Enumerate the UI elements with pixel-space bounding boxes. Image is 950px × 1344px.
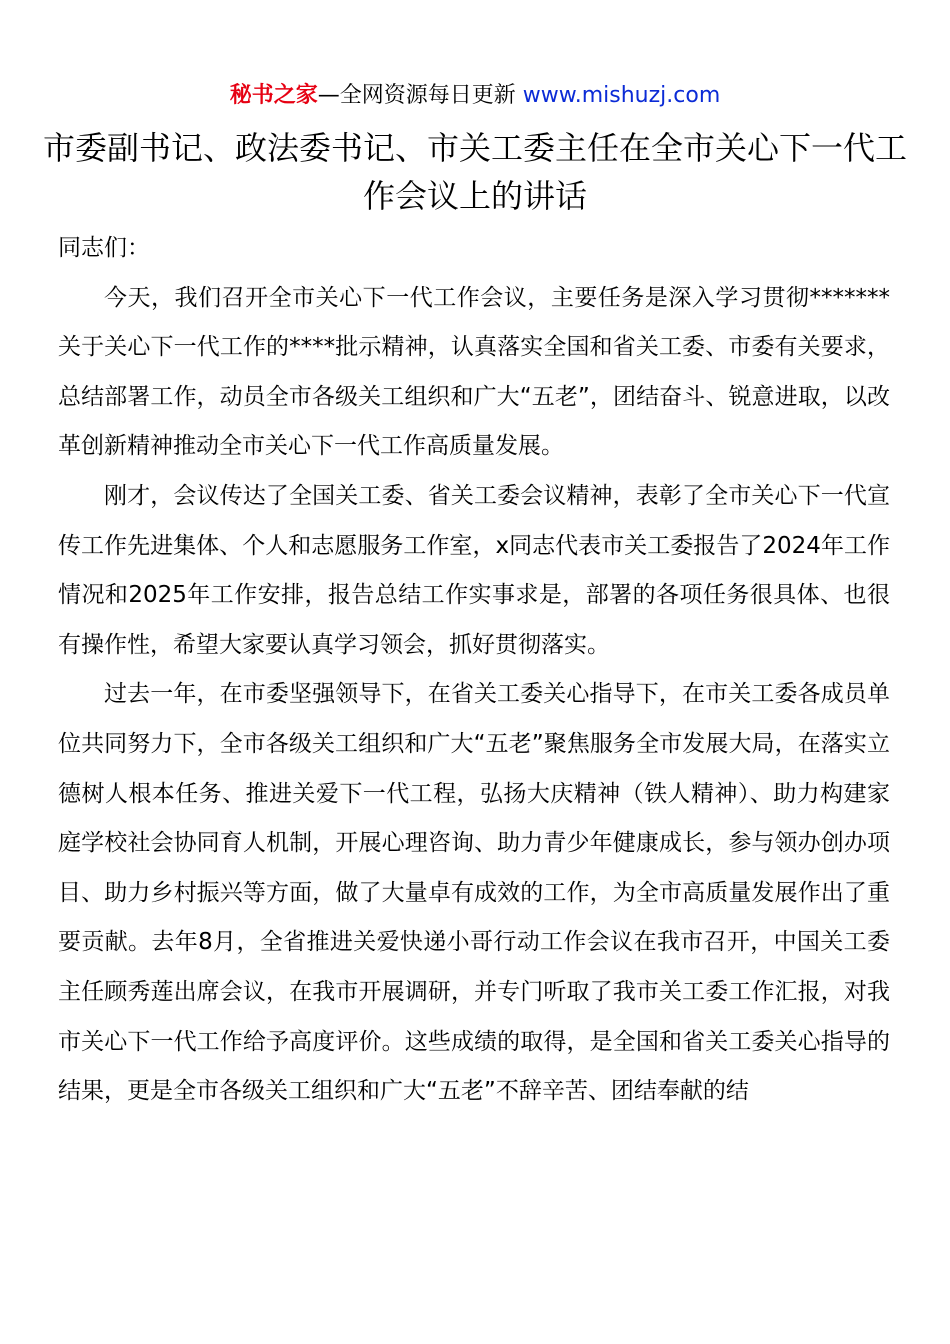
site-tagline: —全网资源每日更新 bbox=[317, 83, 516, 108]
paragraph-3: 过去一年，在市委坚强领导下，在省关工委关心指导下，在市关工委各成员单位共同努力下，全市各级关工组织和广大“五老”聚焦服务全市发展大局，在落实立德树人根本任务、推进关爱下一代工程，弘扬大庆精神（铁人精神）、助力构建家庭学校社会协同育人机制，开展心理咨询、助力青少年健康成长，参与领办创办项目、助力乡村振兴等方面，做了大量卓有成效的工作，为全市高质量发展作出了重要贡献。去年8月，全省推进关爱快递小哥行动工作会议在我市召开，中国关工委主任顾秀莲出席会议，在我市开展调研，并专门听取了我市关工委工作汇报，对我市关心下一代工作给予高度评价。这些成绩的取得，是全国和省关工委关心指导的结果，更是全市各级关工组织和广大“五老”不辞辛苦、团结奉献的结 bbox=[58, 681, 890, 1105]
site-header bbox=[0, 80, 950, 112]
site-brand: 秘书之家 bbox=[229, 83, 318, 108]
salutation: 同志们： bbox=[58, 235, 150, 261]
paragraph-1: 今天，我们召开全市关心下一代工作会议，主要任务是深入学习贯彻*******关于关心下一代工作的****批示精神，认真落实全国和省关工委、市委有关要求，总结部署工作，动员全市各级关工组织和广大“五老”，团结奋斗、锐意进取，以改革创新精神推动全市关心下一代工作高质量发展。 bbox=[58, 284, 890, 460]
document-body bbox=[58, 224, 890, 1117]
paragraph-2: 刚才，会议传达了全国关工委、省关工委会议精神，表彰了全市关心下一代宣传工作先进集体、个人和志愿服务工作室，x同志代表市关工委报告了2024年工作情况和2025年工作安排，报告总结工作实事求是，部署的各项任务很具体、也很有操作性，希望大家要认真学习领会，抓好贯彻落实。 bbox=[58, 482, 890, 658]
document-title: 市委副书记、政法委书记、市关工委主任在全市关心下一代工作会议上的讲话 bbox=[42, 129, 907, 215]
site-url-link[interactable]: www.mishuzj.com bbox=[522, 83, 721, 108]
